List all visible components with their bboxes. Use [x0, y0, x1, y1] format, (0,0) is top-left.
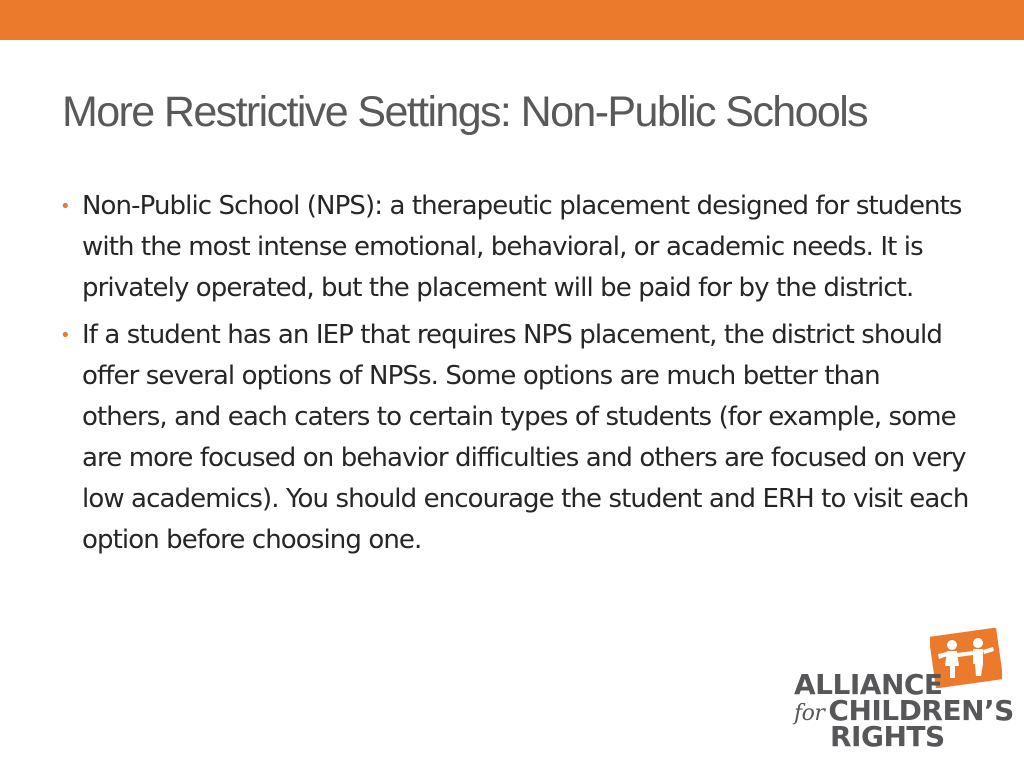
- bullet-item: [60, 315, 970, 561]
- logo-text-alliance: ALLIANCE: [794, 668, 943, 701]
- bullet-item: [60, 186, 970, 309]
- logo-text-for: for: [794, 701, 825, 726]
- slide-title: More Restrictive Settings: Non-Public Schools: [62, 88, 868, 136]
- bullet-dot-icon: •: [60, 325, 70, 346]
- logo-text-childrens-word: CHILDREN’S: [828, 694, 1014, 727]
- bullet-list: [60, 186, 970, 567]
- logo-text-rights: RIGHTS: [830, 720, 945, 753]
- alliance-logo: [790, 628, 1014, 753]
- bullet-text: Non-Public School (NPS): a therapeutic placement designed for students with the most intense emotional, behavioral, or academic needs. It is privately operated, but the placement will be paid for by the district.: [82, 191, 962, 303]
- bullet-dot-icon: •: [60, 196, 70, 217]
- bullet-text: If a student has an IEP that requires NPS placement, the district should offer several options of NPSs. Some options are much better than others, and each caters to certain types of students (for example, some are more focused on behavior difficulties and others are focused on very low academics). You should encourage the student and ERH to visit each option before choosing one.: [82, 320, 969, 555]
- top-accent-bar: [0, 0, 1024, 40]
